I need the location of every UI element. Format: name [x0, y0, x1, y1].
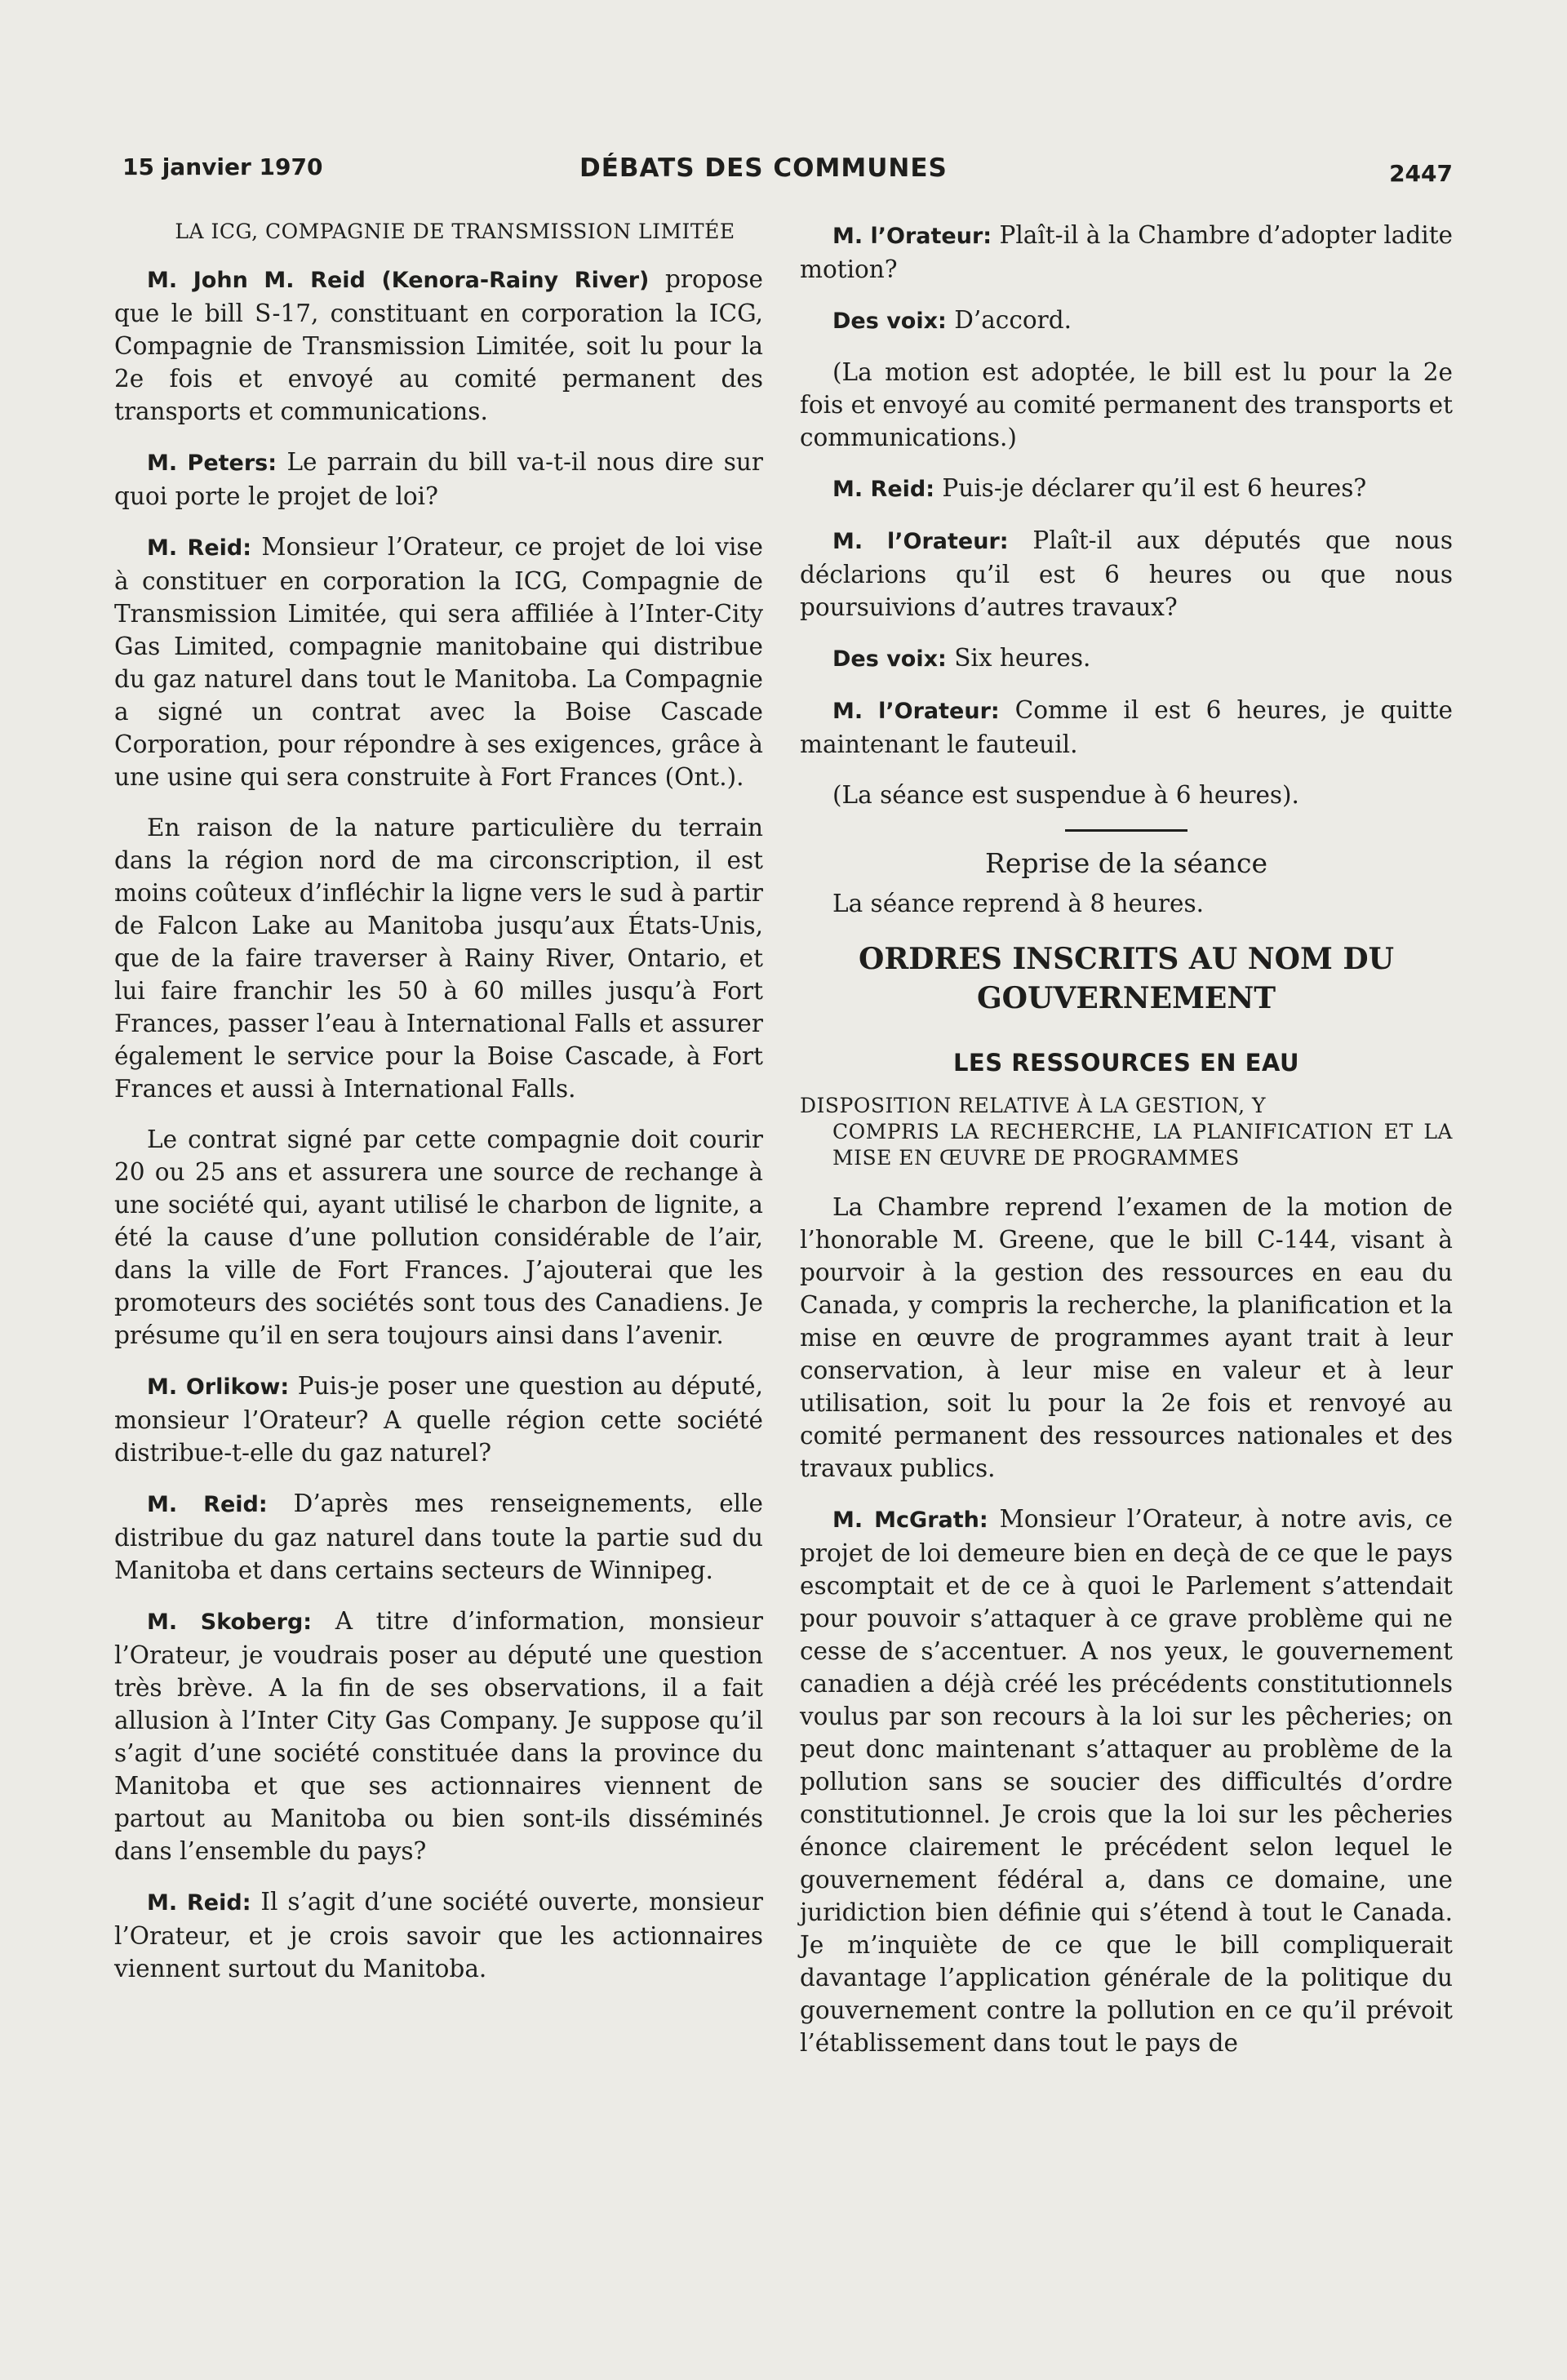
paragraph-speaker-leaves: [800, 694, 1453, 761]
resume-title: Reprise de la séance: [984, 847, 1268, 879]
paragraph-contract: Le contrat signé par cette compagnie doit courir 20 ou 25 ans et assurera une source de rechange à une société qui, ayant utilisé le charbon de lignite, a été la cause d’une pollution considérable de l’air, dans la ville de Fort Frances. J’ajouterai que les promoteurs des sociétés sont tous des Canadiens. Je présume qu’il en sera toujours ainsi dans l’avenir.: [114, 1126, 763, 1349]
paragraph-orlikow: [114, 1370, 763, 1469]
speech-text: Le parrain du bill va-t-il nous dire sur quoi porte le projet de loi?: [114, 448, 764, 510]
paragraph-resume: La séance reprend à 8 heures.: [832, 890, 1205, 917]
speech-text: propose que le bill S-17, constituant en corporation la ICG, Compagnie de Transmission Limitée, soit lu pour la 2e fois et envoyé au comité permanent des transports et communications.: [114, 265, 763, 425]
speaker-name: M. Reid:: [147, 1890, 251, 1916]
subheading-continued: COMPRIS LA RECHERCHE, LA PLANIFICATION ET LA MISE EN ŒUVRE DE PROGRAMMES: [832, 1120, 1453, 1170]
water-resources-heading: LES RESSOURCES EN EAU: [952, 1049, 1300, 1077]
speech-text: Puis-je poser une question au député, monsieur l’Orateur? A quelle région cette société distribue-t-elle du gaz naturel?: [114, 1372, 763, 1467]
speech-text: Il s’agit d’une société ouverte, monsieur l’Orateur, et je crois savoir que les actionnaires viennent surtout du Manitoba.: [114, 1888, 764, 1983]
paragraph-voices-1: [800, 304, 1453, 338]
paragraph-motion-adopted: (La motion est adoptée, le bill est lu pour la 2e fois et envoyé au comité permanent des transports et communications.): [800, 358, 1453, 451]
speaker-name: M. Peters:: [147, 451, 277, 476]
speech-text: Monsieur l’Orateur, ce projet de loi vise à constituer en corporation la ICG, Compagnie de Transmission Limitée, qui sera affiliée à l’Inter-City Gas Limited, compagnie manitobaine qui distribue du gaz naturel dans tout le Manitoba. La Compagnie a signé un contrat avec la Boise Cascade Corporation, pour répondre à ses exigences, grâce à une usine qui sera construite à Fort Frances (Ont.).: [114, 533, 763, 791]
subheading-line-1: DISPOSITION RELATIVE À LA GESTION, Y: [800, 1094, 1267, 1117]
paragraph-skoberg: [114, 1605, 763, 1867]
speech-text: A titre d’information, monsieur l’Orateur, je voudrais poser au député une question très brève. A la fin de ses observations, il a fait allusion à l’Inter City Gas Company. Je suppose qu’il s’agit d’une société constituée dans la province du Manitoba et que ses actionnaires viennent de partout au Manitoba ou bien sont-ils disséminés dans l’ensemble du pays?: [114, 1607, 763, 1865]
paragraph-house-resumes: La Chambre reprend l’examen de la motion de l’honorable M. Greene, que le bill C-144, visant à pourvoir à la gestion des ressources en eau du Canada, y compris la recherche, la planification et la mise en œuvre de programmes ayant trait à leur conservation, à leur mise en valeur et à leur utilisation, soit lu pour la 2e fois et renvoyé au comité permanent des ressources nationales et des travaux publics.: [800, 1193, 1453, 1482]
paragraph-peters: [114, 446, 763, 513]
speaker-name: Des voix:: [832, 309, 947, 334]
paragraph-speaker-6h: [800, 524, 1453, 624]
speaker-name: M. Orlikow:: [147, 1374, 290, 1400]
paragraph-terrain: En raison de la nature particulière du terrain dans la région nord de ma circonscription, il est moins coûteux d’infléchir la ligne vers le sud à partir de Falcon Lake au Manitoba jusqu’aux États-Unis, que de la faire traverser à Rainy River, Ontario, et lui faire franchir les 50 à 60 milles jusqu’à Fort Frances, passer l’eau à International Falls et assurer également le service pour la Boise Cascade, à Fort Frances et aussi à International Falls.: [114, 814, 763, 1103]
speech-text: D’accord.: [946, 306, 1072, 334]
section-divider: [1065, 829, 1187, 832]
paragraph-reid-2: [114, 1487, 763, 1587]
speech-text: Comme il est 6 heures, je quitte maintenant le fauteuil.: [800, 696, 1454, 758]
running-header: [122, 153, 1453, 194]
speech-text: Puis-je déclarer qu’il est 6 heures?: [934, 474, 1367, 502]
paragraph-sitting-suspended: (La séance est suspendue à 6 heures).: [832, 781, 1299, 809]
orders-heading: ORDRES INSCRITS AU NOM DU GOUVERNEMENT: [859, 942, 1394, 1015]
right-column: [800, 219, 1453, 2077]
header-date: 15 janvier 1970: [122, 153, 323, 180]
paragraph-reid-1: [114, 531, 763, 793]
paragraph-reid-motion: [114, 263, 763, 428]
speech-text: D’après mes renseignements, elle distribue du gaz naturel dans toute la partie sud du Manitoba et dans certains secteurs de Winnipeg.: [114, 1490, 763, 1584]
speaker-name: M. l’Orateur:: [832, 529, 1009, 554]
speech-text: Plaît-il aux députés que nous déclarions qu’il est 6 heures ou que nous poursuivions d’autres travaux?: [800, 526, 1453, 621]
bill-heading: LA ICG, COMPAGNIE DE TRANSMISSION LIMITÉE: [175, 220, 735, 243]
left-column: [114, 219, 763, 2003]
speaker-name: M. Reid:: [832, 477, 935, 502]
paragraph-mcgrath: [800, 1503, 1453, 2059]
speaker-name: M. Reid:: [147, 1492, 268, 1517]
paragraph-speaker-motion: [800, 219, 1453, 286]
speaker-name: M. Skoberg:: [147, 1610, 313, 1635]
paragraph-voices-2: [800, 642, 1453, 676]
speaker-name: M. l’Orateur:: [832, 224, 992, 249]
speech-text: Monsieur l’Orateur, à notre avis, ce projet de loi demeure bien en deçà de ce que le pays escomptait et de ce à quoi le Parlement s’attendait pour pouvoir s’attaquer à ce grave problème qui ne cesse de s’accentuer. A nos yeux, le gouvernement canadien a déjà créé les précédents constitutionnels voulus par son recours à la loi sur les pêcheries; on peut donc maintenant s’attaquer au problème de la pollution sans se soucier des difficultés d’ordre constitutionnel. Je crois que la loi sur les pêcheries énonce clairement le précédent selon lequel le gouvernement fédéral a, dans ce domaine, une juridiction bien définie qui s’étend à tout le Canada. Je m’inquiète de ce que le bill compliquerait davantage l’application générale de la politique du gouvernement contre la pollution en ce qu’il prévoit l’établissement dans tout le pays de: [800, 1505, 1453, 2057]
speaker-name: M. l’Orateur:: [832, 699, 1000, 724]
speaker-name: M. McGrath:: [832, 1507, 988, 1533]
bill-subheading: [800, 1093, 1453, 1171]
header-journal-title: DÉBATS DES COMMUNES: [579, 153, 948, 183]
paragraph-reid-3: [114, 1885, 763, 1985]
paragraph-reid-6h: [800, 472, 1453, 506]
header-page-number: 2447: [1389, 160, 1453, 187]
speaker-name: M. Reid:: [147, 535, 252, 561]
speaker-name: M. John M. Reid (Kenora-Rainy River): [147, 268, 650, 293]
speech-text: Six heures.: [946, 644, 1091, 672]
speech-text: Plaît-il à la Chambre d’adopter ladite motion?: [800, 221, 1454, 283]
speaker-name: Des voix:: [832, 646, 947, 672]
